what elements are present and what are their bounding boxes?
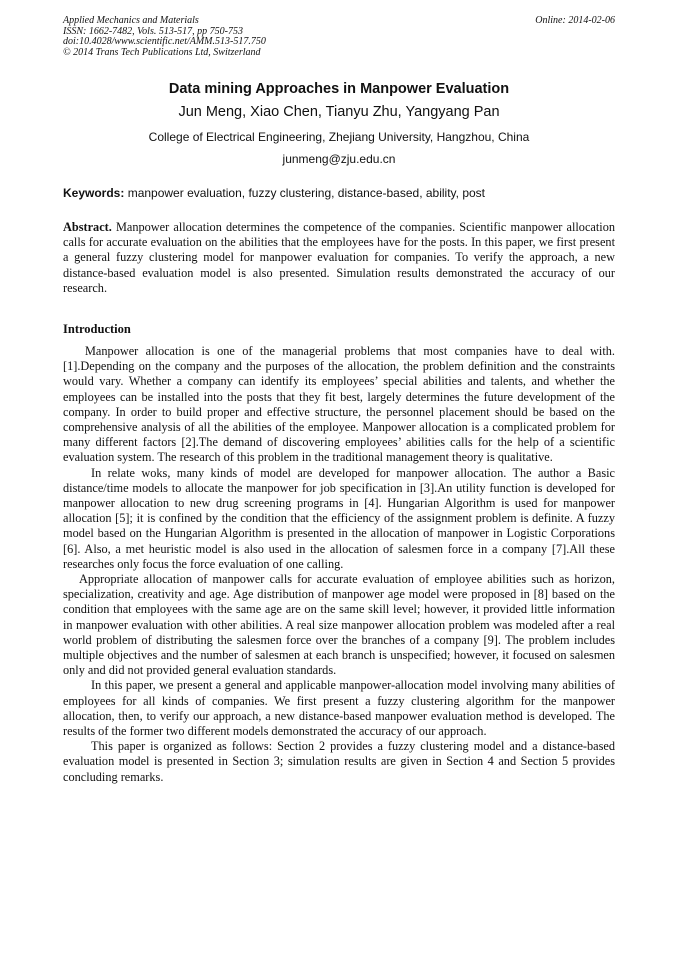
- keywords-line: [63, 186, 615, 201]
- journal-header: [63, 16, 266, 58]
- online-date: Online: 2014-02-06: [535, 15, 615, 26]
- paper-authors: Jun Meng, Xiao Chen, Tianyu Zhu, Yangyang Pan: [178, 104, 500, 120]
- intro-paragraph: In this paper, we present a general and applicable manpower-allocation model involving many abilities of employees for all kinds of companies. We first present a fuzzy clustering algorithm for the manpower allocation, then, to verify our approach, a new distance-based manpower evaluation method is developed. The results of the former two different models demonstrated the accuracy of our approach.: [63, 678, 615, 739]
- abstract-text: Manpower allocation determines the competence of the companies. Scientific manpower allocation calls for accurate evaluation on the abilities that the employees have for the posts. In this paper, we first present a general fuzzy clustering model for manpower evaluation for companies. To verify the approach, a new distance-based evaluation model is also presented. Simulation results demonstrated the accuracy of our research.: [63, 220, 616, 295]
- intro-paragraph: Appropriate allocation of manpower calls for accurate evaluation of employee abilities such as horizon, specialization, creativity and age. Age distribution of manpower age model were proposed in [8] based on the condition that employees with the same age are on the same skill level; however, it provided little information in manpower evaluation with other abilities. A real size manpower allocation problem was modeled after a real world problem of distributing the salesmen force over the branches of a company [9]. The problem includes multiple objectives and the number of salesmen at each branch is unspecified; however, it focused on salesmen only and did not provided general evaluation standards.: [63, 572, 615, 678]
- journal-name: Applied Mechanics and Materials: [63, 15, 199, 26]
- section-heading-introduction: Introduction: [63, 322, 131, 336]
- intro-paragraph: In relate woks, many kinds of model are developed for manpower allocation. The author a Basic distance/time models to allocate the manpower for job specification in [3].An utility function is developed for manpower allocation to new drug screening programs in [4]. Hungarian Algorithm is used for manpower allocation [5]; it is confined by the condition that the efficiency of the assignment problem is definite. A fuzzy model based on the Hungarian Algorithm is presented in the allocation of manpower in Logistic Corporations [6]. Also, a met heuristic model is also used in the allocation of salesmen force in a company [7].All these researches only focus the force evaluation of one calling.: [63, 465, 615, 571]
- journal-copyright: © 2014 Trans Tech Publications Ltd, Switzerland: [63, 46, 261, 58]
- keywords-text: manpower evaluation, fuzzy clustering, distance-based, ability, post: [127, 186, 486, 200]
- keywords-label: Keywords:: [63, 186, 125, 200]
- introduction-body: [63, 344, 615, 785]
- abstract: [63, 220, 615, 296]
- intro-paragraph: Manpower allocation is one of the managerial problems that most companies have to deal with. [1].Depending on the company and the purposes of the allocation, the problem definition and the constraints would vary. Whether a company can identify its employees’ special abilities and talents, and whether the employees can be installed into the posts that they fit best, largely determines the future development of the company. In order to build proper and effective structure, the personnel placement should be based on the comprehensive analysis of all the abilities of the employee. Manpower allocation is a complicated problem for many different factors [2].The demand of discovering employees’ abilities calls for the help of a scientific evaluation system. The research of this problem in the traditional management theory is qualitative.: [63, 344, 615, 465]
- journal-issn: ISSN: 1662-7482, Vols. 513-517, pp 750-753: [63, 25, 243, 37]
- journal-doi: doi:10.4028/www.scientific.net/AMM.513-517.750: [63, 36, 266, 47]
- abstract-label: Abstract.: [63, 220, 112, 234]
- paper-affiliation: College of Electrical Engineering, Zhejiang University, Hangzhou, China: [148, 130, 530, 144]
- paper-title: Data mining Approaches in Manpower Evaluation: [168, 81, 510, 97]
- intro-paragraph: This paper is organized as follows: Section 2 provides a fuzzy clustering model and a distance-based evaluation model is presented in Section 3; simulation results are given in Section 4 and Section 5 provides concluding remarks.: [63, 739, 615, 784]
- author-email: junmeng@zju.edu.cn: [282, 152, 396, 166]
